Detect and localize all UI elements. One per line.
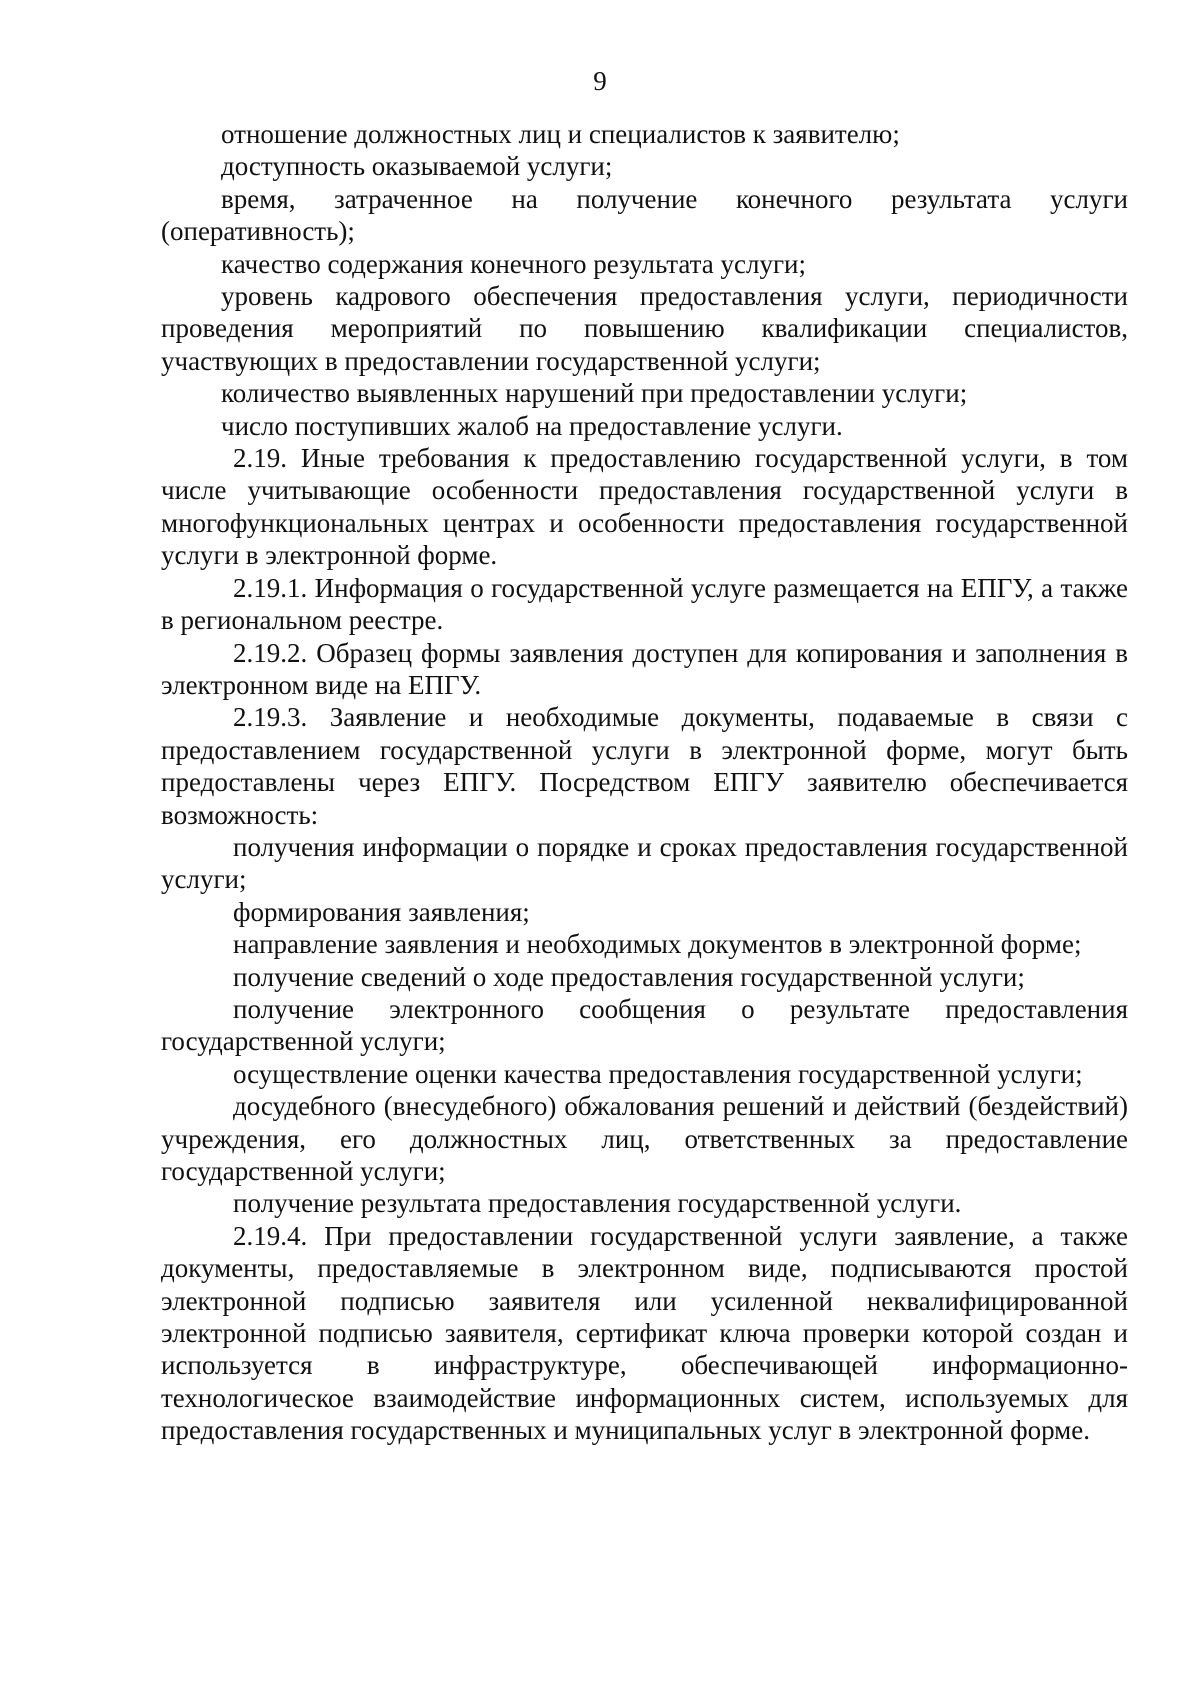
- paragraph-19: получение результата предоставления государственной услуги.: [233, 1188, 962, 1219]
- paragraph-14: направление заявления и необходимых документов в электронной форме;: [233, 929, 1082, 960]
- paragraph-7: число поступивших жалоб на предоставление услуги.: [221, 410, 843, 441]
- paragraph-17: осуществление оценки качества предоставления государственной услуги;: [233, 1058, 1083, 1089]
- paragraph-10: 2.19.2. Образец формы заявления доступен для копирования и заполнения в электронном виде на ЕПГУ.: [161, 637, 1128, 700]
- paragraph-8: 2.19. Иные требования к предоставлению государственной услуги, в том числе учитывающие особенности предоставления государственной услуги в многофункциональных центрах и особенности предоставления государственной услуги в электронной форме.: [161, 443, 1128, 571]
- paragraph-1: отношение должностных лиц и специалистов к заявителю;: [221, 119, 900, 149]
- paragraph-9: 2.19.1. Информация о государственной услуге размещается на ЕПГУ, а также в региональном реестре.: [161, 572, 1128, 636]
- paragraph-16: получение электронного сообщения о результате предоставления государственной услуги;: [161, 993, 1128, 1057]
- paragraph-20: 2.19.4. При предоставлении государственной услуги заявление, а также документы, предоставляемые в электронном виде, подписываются простой электронной подписью заявителя или усиленной неквалифицированной электронной подписью заявителя, сертификат ключа проверки которой создан и используется в инфраструктуре, обеспечивающей информационно-технологическое взаимодействие информационных систем, используемых для предоставления государственных и муниципальных услуг в электронной форме.: [161, 1220, 1128, 1446]
- document-body: [161, 118, 1128, 1447]
- paragraph-3: время, затраченное на получение конечного результата услуги (оперативность);: [161, 183, 1128, 247]
- paragraph-13: формирования заявления;: [233, 896, 530, 927]
- paragraph-11: 2.19.3. Заявление и необходимые документы, подаваемые в связи с предоставлением государственной услуги в электронной форме, могут быть предоставлены через ЕПГУ. Посредством ЕПГУ заявителю обеспечивается возможность:: [161, 702, 1128, 830]
- paragraph-2: доступность оказываемой услуги;: [221, 151, 613, 182]
- page-number: 9: [593, 66, 607, 96]
- paragraph-18: досудебного (внесудебного) обжалования решений и действий (бездействий) учреждения, его должностных лиц, ответственных за предоставление государственной услуги;: [161, 1091, 1128, 1186]
- paragraph-4: качество содержания конечного результата услуги;: [221, 248, 807, 279]
- paragraph-6: количество выявленных нарушений при предоставлении услуги;: [221, 378, 968, 409]
- paragraph-5: уровень кадрового обеспечения предоставления услуги, периодичности проведения мероприятий по повышению квалификации специалистов, участвующих в предоставлении государственной услуги;: [161, 281, 1128, 376]
- paragraph-12: получения информации о порядке и сроках предоставления государственной услуги;: [161, 831, 1128, 895]
- paragraph-15: получение сведений о ходе предоставления государственной услуги;: [233, 961, 1025, 992]
